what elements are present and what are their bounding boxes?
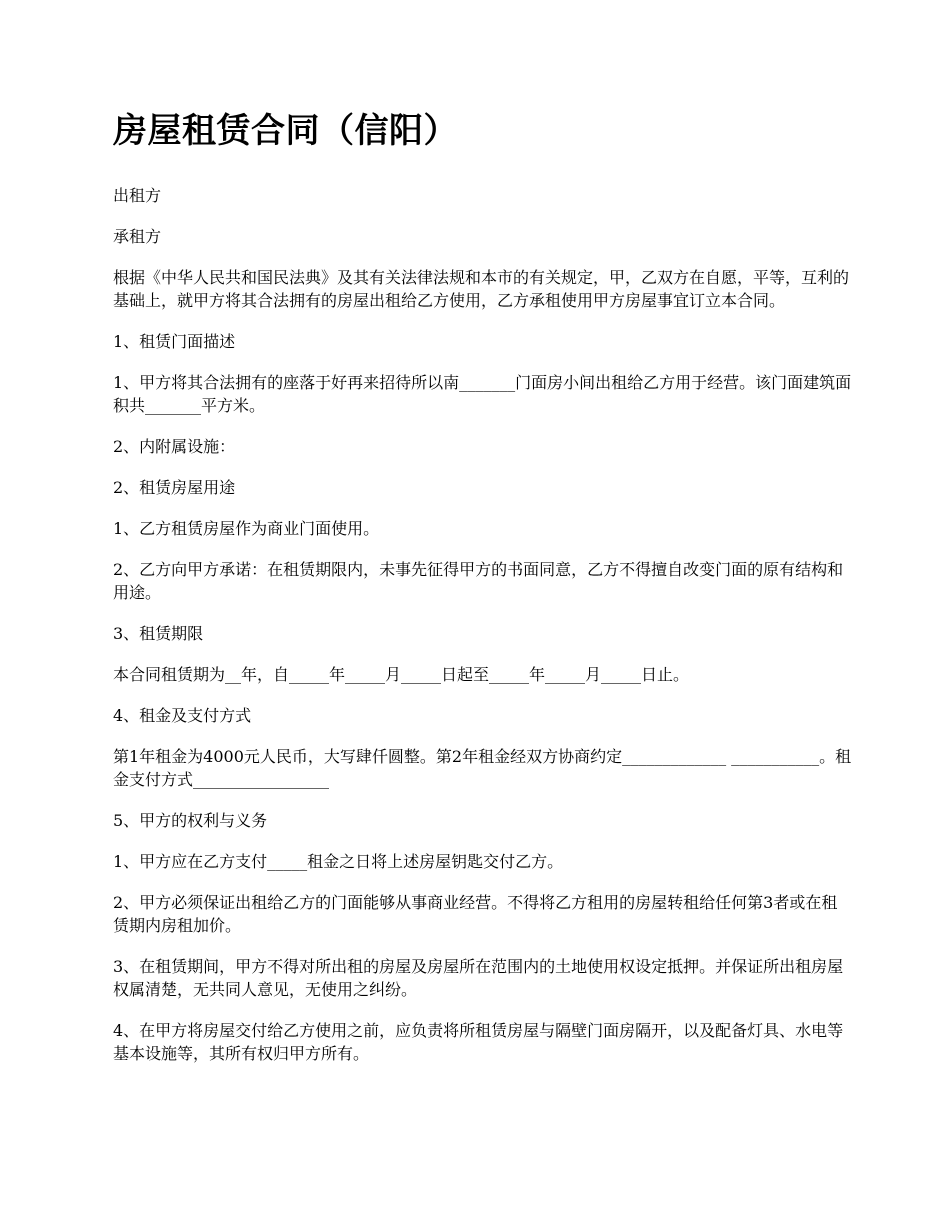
paragraph-clause: 2、内附属设施： — [113, 437, 236, 456]
paragraph-clause: 1、甲方将其合法拥有的座落于好再来招待所以南_______门面房小间出租给乙方用于经营。该门面建筑面积共_______平方米。 — [113, 373, 852, 415]
paragraph-clause: 4、在甲方将房屋交付给乙方使用之前，应负责将所租赁房屋与隔壁门面房隔开，以及配备灯具、水电等基本设施等，其所有权归甲方所有。 — [113, 1021, 844, 1063]
section-heading-3: 3、租赁期限 — [113, 624, 204, 643]
section-heading-1: 1、租赁门面描述 — [113, 332, 236, 351]
paragraph-clause: 本合同租赁期为__年，自_____年_____月_____日起至_____年_____月_____日止。 — [113, 665, 690, 684]
paragraph-clause: 2、乙方向甲方承诺：在租赁期限内，未事先征得甲方的书面同意，乙方不得擅自改变门面的原有结构和用途。 — [113, 560, 844, 602]
document-page — [113, 108, 853, 1083]
section-heading-2: 2、租赁房屋用途 — [113, 478, 236, 497]
paragraph-lessee: 承租方 — [113, 227, 162, 246]
paragraph-clause: 第1年租金为4000元人民币，大写肆仟圆整。第2年租金经双方协商约定_____________ ___________。租金支付方式_________________ — [113, 747, 852, 789]
section-heading-5: 5、甲方的权利与义务 — [113, 811, 268, 830]
paragraph-clause: 3、在租赁期间，甲方不得对所出租的房屋及房屋所在范围内的土地使用权设定抵押。并保证所出租房屋权属清楚，无共同人意见，无使用之纠纷。 — [113, 957, 844, 999]
paragraph-clause: 1、乙方租赁房屋作为商业门面使用。 — [113, 519, 380, 538]
section-heading-4: 4、租金及支付方式 — [113, 706, 252, 725]
paragraph-clause: 2、甲方必须保证出租给乙方的门面能够从事商业经营。不得将乙方租用的房屋转租给任何第3者或在租赁期内房租加价。 — [113, 893, 838, 935]
paragraph-clause: 1、甲方应在乙方支付_____租金之日将上述房屋钥匙交付乙方。 — [113, 852, 564, 871]
document-title: 房屋租赁合同（信阳） — [113, 111, 458, 151]
paragraph-lessor: 出租方 — [113, 186, 162, 205]
paragraph-preamble: 根据《中华人民共和国民法典》及其有关法律法规和本市的有关规定，甲，乙双方在自愿，平等，互利的基础上，就甲方将其合法拥有的房屋出租给乙方使用，乙方承租使用甲方房屋事宜订立本合同。 — [113, 268, 850, 310]
